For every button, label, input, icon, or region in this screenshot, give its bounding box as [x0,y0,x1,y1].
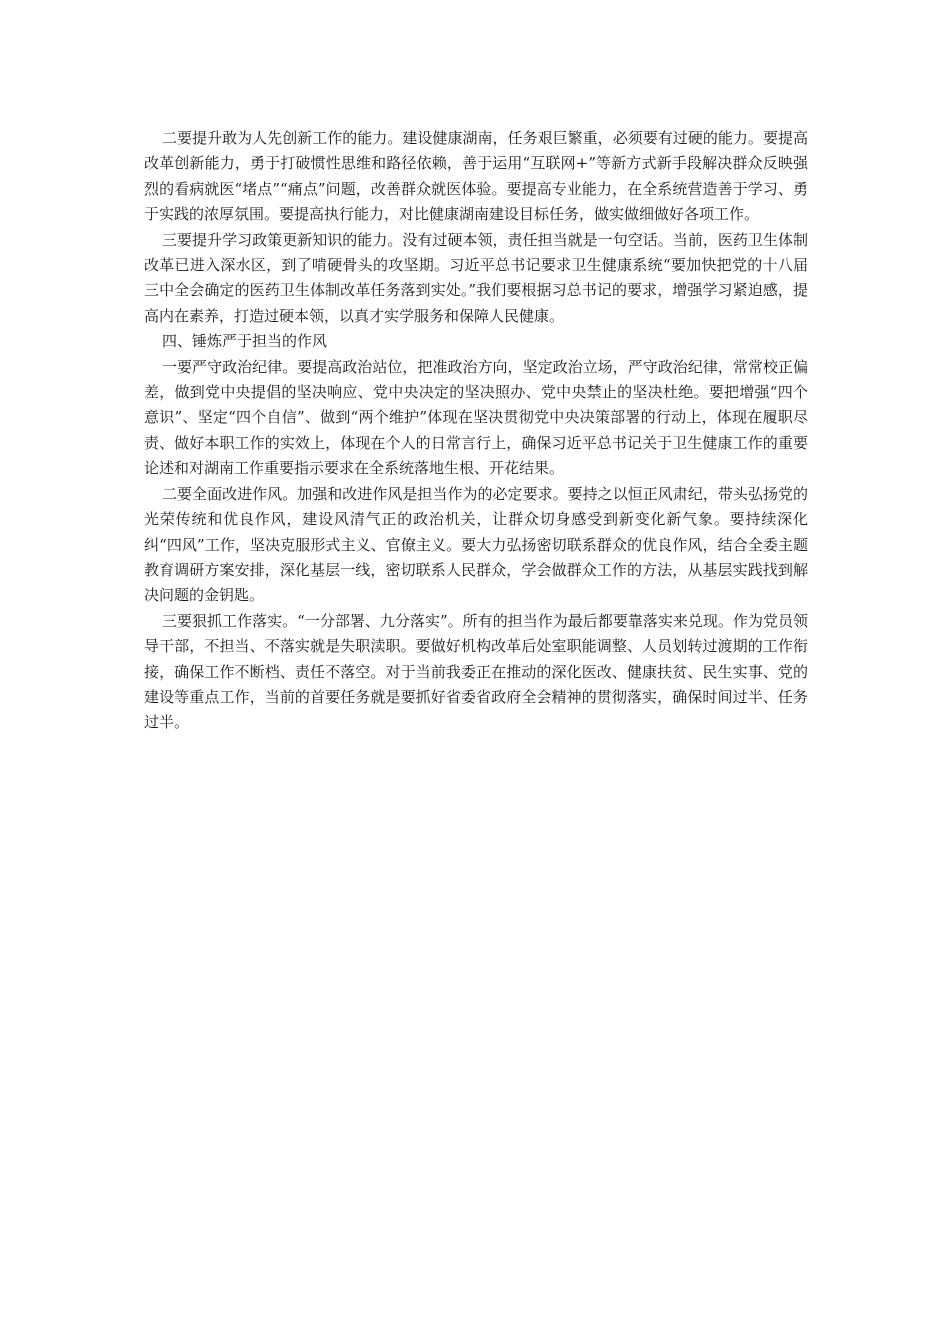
section-heading-style: 四、锤炼严于担当的作风 [162,332,328,351]
paragraph-political-discipline: 一要严守政治纪律。要提高政治站位，把准政治方向，坚定政治立场，严守政治纪律，常常校正偏差，做到党中央提倡的坚决响应、党中央决定的坚决照办、党中央禁止的坚决杜绝。要把增强“四个意识”、坚定“四个自信”、做到“两个维护”体现在坚决贯彻党中央决策部署的行动上，体现在履职尽责、做好本职工作的实效上，体现在个人的日常言行上，确保习近平总书记关于卫生健康工作的重要论述和对湖南工作重要指示要求在全系统落地生根、开花结果。 [144,357,808,478]
document-body [144,126,808,736]
paragraph-innovation-ability: 二要提升敢为人先创新工作的能力。建设健康湖南，任务艰巨繁重，必须要有过硬的能力。要提高改革创新能力，勇于打破惯性思维和路径依赖，善于运用“互联网+”等新方式新手段解决群众反映强烈的看病就医“堵点”“痛点”问题，改善群众就医体验。要提高专业能力，在全系统营造善于学习、勇于实践的浓厚氛围。要提高执行能力，对比健康湖南建设目标任务，做实做细做好各项工作。 [144,129,808,224]
paragraph-learning-ability: 三要提升学习政策更新知识的能力。没有过硬本领，责任担当就是一句空话。当前，医药卫生体制改革已进入深水区，到了啃硬骨头的攻坚期。习近平总书记要求卫生健康系统“要加快把党的十八届三中全会确定的医药卫生体制改革任务落到实处。”我们要根据习总书记的要求，增强学习紧迫感，提高内在素养，打造过硬本领，以真才实学服务和保障人民健康。 [144,230,808,325]
paragraph-improve-style: 二要全面改进作风。加强和改进作风是担当作为的必定要求。要持之以恒正风肃纪，带头弘扬党的光荣传统和优良作风，建设风清气正的政治机关，让群众切身感受到新变化新气象。要持续深化纠“四风”工作，坚决克服形式主义、官僚主义。要大力弘扬密切联系群众的优良作风，结合全委主题教育调研方案安排，深化基层一线，密切联系人民群众，学会做群众工作的方法，从基层实践找到解决问题的金钥匙。 [144,484,808,605]
paragraph-implementation: 三要狠抓工作落实。“一分部署、九分落实”。所有的担当作为最后都要靠落实来兑现。作为党员领导干部，不担当、不落实就是失职渎职。要做好机构改革后处室职能调整、人员划转过渡期的工作衔接，确保工作不断档、责任不落空。对于当前我委正在推动的深化医改、健康扶贫、民生实事、党的建设等重点工作，当前的首要任务就是要抓好省委省政府全会精神的贯彻落实，确保时间过半、任务过半。 [144,611,808,732]
